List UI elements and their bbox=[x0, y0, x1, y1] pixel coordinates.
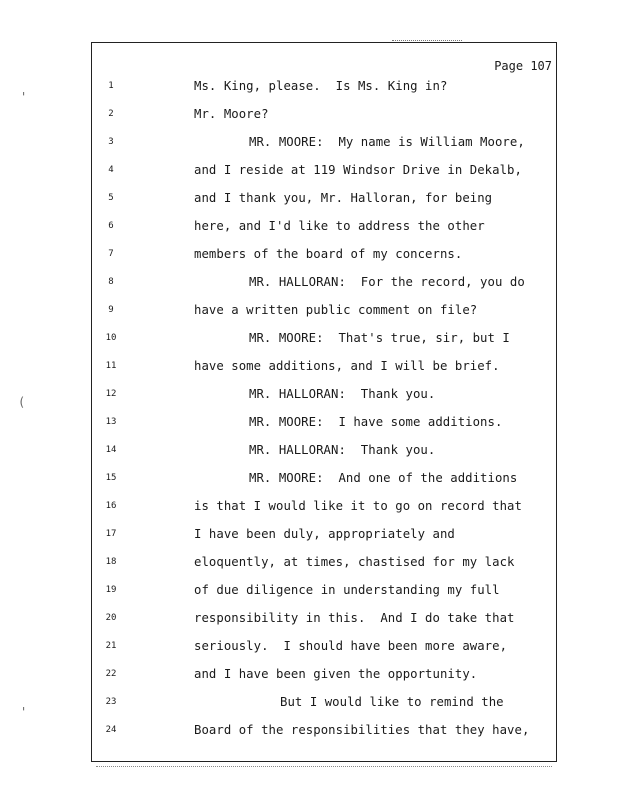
line-text: and I thank you, Mr. Halloran, for being bbox=[194, 191, 493, 205]
line-number: 13 bbox=[105, 417, 117, 427]
transcript-line bbox=[92, 247, 552, 265]
line-number: 19 bbox=[105, 585, 117, 595]
transcript-line bbox=[92, 387, 552, 405]
line-text: responsibility in this. And I do take that bbox=[194, 611, 515, 625]
transcript-line bbox=[92, 107, 552, 125]
line-text: Ms. King, please. Is Ms. King in? bbox=[194, 79, 448, 93]
transcript-line bbox=[92, 191, 552, 209]
line-text: of due diligence in understanding my full bbox=[194, 583, 500, 597]
top-scan-mark bbox=[392, 40, 462, 41]
transcript-page bbox=[91, 42, 557, 762]
transcript-line bbox=[92, 359, 552, 377]
line-text: have a written public comment on file? bbox=[194, 303, 478, 317]
line-number: 1 bbox=[108, 81, 114, 91]
transcript-line bbox=[92, 331, 552, 349]
line-number: 5 bbox=[108, 193, 114, 203]
transcript-line bbox=[92, 275, 552, 293]
transcript-line bbox=[92, 527, 552, 545]
transcript-line bbox=[92, 443, 552, 461]
line-text: MR. MOORE: I have some additions. bbox=[249, 415, 503, 429]
line-text: MR. HALLORAN: Thank you. bbox=[249, 443, 436, 457]
line-number: 2 bbox=[108, 109, 114, 119]
transcript-line bbox=[92, 667, 552, 685]
transcript-line bbox=[92, 135, 552, 153]
line-text: here, and I'd like to address the other bbox=[194, 219, 485, 233]
line-text: seriously. I should have been more aware, bbox=[194, 639, 508, 653]
line-number: 20 bbox=[105, 613, 117, 623]
transcript-line bbox=[92, 555, 552, 573]
line-number: 9 bbox=[108, 305, 114, 315]
line-number: 14 bbox=[105, 445, 117, 455]
line-text: members of the board of my concerns. bbox=[194, 247, 463, 261]
transcript-line bbox=[92, 219, 552, 237]
line-number: 8 bbox=[108, 277, 114, 287]
transcript-line bbox=[92, 471, 552, 489]
line-text: Mr. Moore? bbox=[194, 107, 269, 121]
line-number: 3 bbox=[108, 137, 114, 147]
line-text: MR. HALLORAN: For the record, you do bbox=[249, 275, 525, 289]
line-text: eloquently, at times, chastised for my lack bbox=[194, 555, 515, 569]
transcript-line bbox=[92, 583, 552, 601]
transcript-line bbox=[92, 695, 552, 713]
line-number: 6 bbox=[108, 221, 114, 231]
margin-scan-mark: ' bbox=[20, 705, 28, 719]
line-number: 7 bbox=[108, 249, 114, 259]
line-text: and I have been given the opportunity. bbox=[194, 667, 478, 681]
line-number: 17 bbox=[105, 529, 117, 539]
line-text: MR. MOORE: And one of the additions bbox=[249, 471, 518, 485]
transcript-line bbox=[92, 639, 552, 657]
margin-scan-mark: ' bbox=[20, 90, 28, 104]
transcript-line bbox=[92, 499, 552, 517]
margin-scan-mark: ( bbox=[18, 395, 26, 409]
line-number: 22 bbox=[105, 669, 117, 679]
line-text: MR. MOORE: That's true, sir, but I bbox=[249, 331, 510, 345]
line-number: 24 bbox=[105, 725, 117, 735]
line-number: 21 bbox=[105, 641, 117, 651]
transcript-line bbox=[92, 163, 552, 181]
transcript-line bbox=[92, 611, 552, 629]
line-text: and I reside at 119 Windsor Drive in Dekalb, bbox=[194, 163, 522, 177]
footer-rule bbox=[96, 766, 552, 767]
line-number: 15 bbox=[105, 473, 117, 483]
transcript-line bbox=[92, 415, 552, 433]
transcript-line bbox=[92, 303, 552, 321]
page-number: Page 107 bbox=[494, 59, 552, 73]
line-number: 16 bbox=[105, 501, 117, 511]
line-number: 10 bbox=[105, 333, 117, 343]
transcript-line bbox=[92, 723, 552, 741]
line-text: MR. HALLORAN: Thank you. bbox=[249, 387, 436, 401]
line-text: I have been duly, appropriately and bbox=[194, 527, 455, 541]
line-number: 12 bbox=[105, 389, 117, 399]
transcript-line bbox=[92, 79, 552, 97]
line-text: But I would like to remind the bbox=[280, 695, 504, 709]
line-number: 18 bbox=[105, 557, 117, 567]
line-text: have some additions, and I will be brief. bbox=[194, 359, 500, 373]
line-number: 11 bbox=[105, 361, 117, 371]
line-text: is that I would like it to go on record that bbox=[194, 499, 522, 513]
line-number: 4 bbox=[108, 165, 114, 175]
line-text: MR. MOORE: My name is William Moore, bbox=[249, 135, 525, 149]
line-text: Board of the responsibilities that they have, bbox=[194, 723, 530, 737]
line-number: 23 bbox=[105, 697, 117, 707]
